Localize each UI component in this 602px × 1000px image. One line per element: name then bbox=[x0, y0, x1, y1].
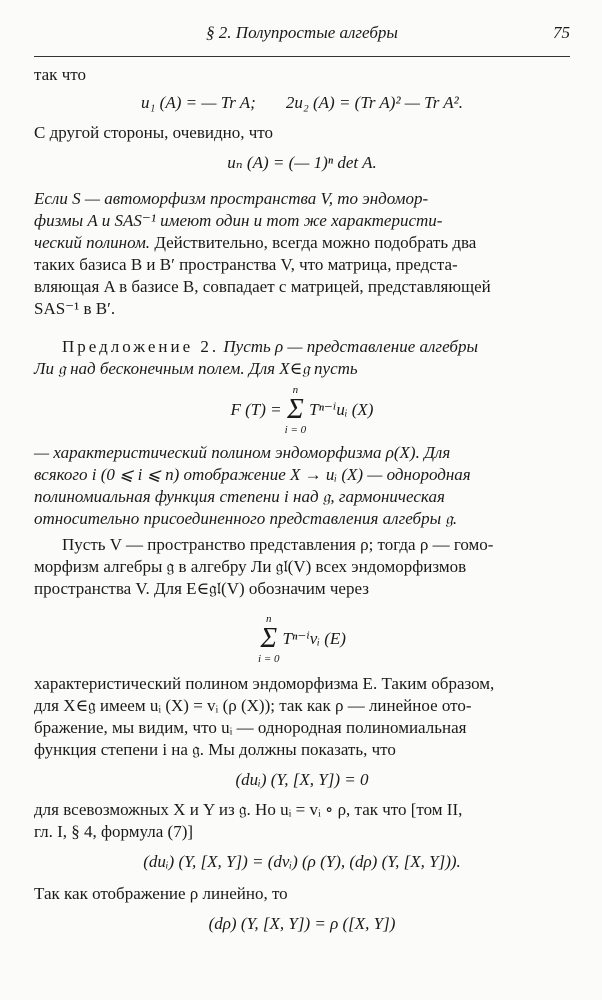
header-title: § 2. Полупростые алгебры bbox=[206, 23, 398, 42]
text-line: Так как отображение ρ линейно, то bbox=[34, 884, 288, 903]
proposition-2: Предложение 2. Пусть ρ — представление алгебры Ли 𝔤 над бесконечным полем. Для X∈𝔤 пусть bbox=[34, 337, 478, 378]
proof-paragraph-1: Пусть V — пространство представления ρ; тогда ρ — гомо- морфизм алгебры 𝔤 в алгебру Ли 𝔤𝔩(V) всех эндоморфизмов пространства V. Для E∈𝔤𝔩(V) обозначим через bbox=[34, 535, 494, 598]
running-header bbox=[34, 22, 570, 52]
header-rule bbox=[34, 56, 570, 57]
equation-6: (duᵢ) (Y, [X, Y]) = (dvᵢ) (ρ (Y), (dρ) (Y, [X, Y])). bbox=[143, 852, 461, 871]
equation-2: uₙ (A) = (— 1)ⁿ det A. bbox=[227, 153, 377, 172]
equation-7: (dρ) (Y, [X, Y]) = ρ ([X, Y]) bbox=[208, 914, 396, 933]
sum-icon: n Σ i = 0 bbox=[258, 613, 280, 665]
text-line: так что bbox=[34, 65, 86, 84]
equation-5: (duᵢ) (Y, [X, Y]) = 0 bbox=[235, 770, 369, 789]
page-number: 75 bbox=[553, 23, 570, 42]
equation-3: F (T) = n Σ i = 0 Tⁿ⁻ⁱuᵢ (X) bbox=[230, 384, 374, 436]
proof-paragraph-2: характеристический полином эндоморфизма E. Таким образом, для X∈𝔤 имеем uᵢ (X) = vᵢ (ρ (X)); так как ρ — линейное ото- бражение, мы видим, что uᵢ — однородная полиномиальная функция степени i на 𝔤. Мы должны показать, что bbox=[34, 674, 495, 759]
proposition-label: Предложение 2. bbox=[62, 337, 220, 356]
text-line: С другой стороны, очевидно, что bbox=[34, 123, 273, 142]
proof-paragraph-3: для всевозможных X и Y из 𝔤. Но uᵢ = vᵢ ∘ ρ, так что [том II, гл. I, § 4, формула (7)] bbox=[34, 800, 463, 841]
equation-1: u₁ (A) = — Tr A; 2u₂ (A) = (Tr A)² — Tr A². bbox=[141, 93, 463, 112]
sum-icon: n Σ i = 0 bbox=[284, 384, 307, 436]
paragraph-automorphism: Если S — автоморфизм пространства V, то эндомор- физмы A и SAS⁻¹ имеют один и тот же характеристи- ческий полином. Действительно, всегда можно подобрать два таких базиса B и B′ пространства V, что матрица, предста- вляющая A в базисе B, совпадает с матрицей, представляющей SAS⁻¹ в B′. bbox=[34, 189, 491, 318]
equation-4: n Σ i = 0 Tⁿ⁻ⁱvᵢ (E) bbox=[258, 613, 346, 665]
book-page bbox=[34, 22, 570, 935]
proposition-body: — характеристический полином эндоморфизма ρ(X). Для всякого i (0 ⩽ i ⩽ n) отображение X → uᵢ (X) — однородная полиномиальная функция степени i над 𝔤, гармоническая относительно присоединенного представления алгебры 𝔤. bbox=[34, 443, 471, 528]
